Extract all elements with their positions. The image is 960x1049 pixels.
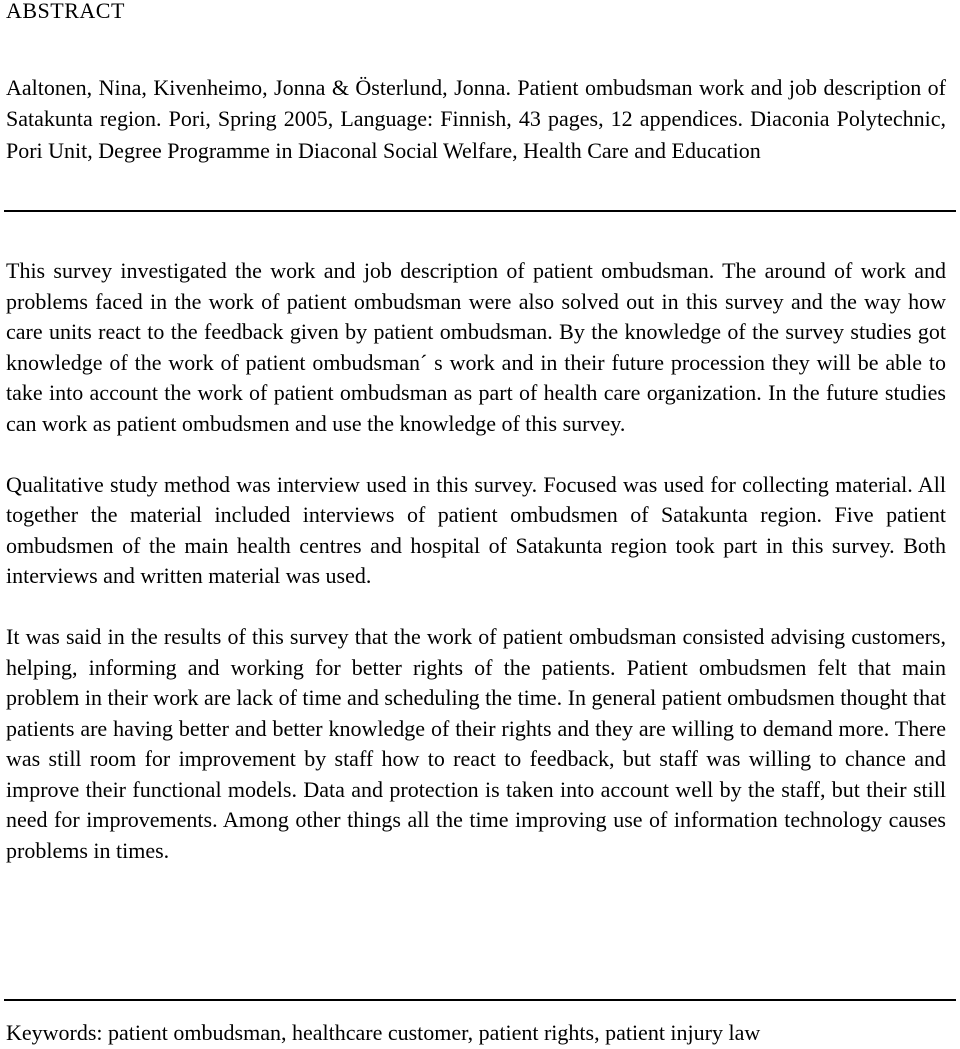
abstract-paragraph-3: It was said in the results of this survey that the work of patient ombudsman consisted advising customers, helping, informing and working for better rights of the patients. Patient ombudsmen felt that main problem in their work are lack of time and scheduling the time. In general patient ombudsmen thought that patients are having better and better knowledge of their rights and they are willing to demand more. There was still room for improvement by staff how to react to feedback, but staff was willing to chance and improve their functional models. Data and protection is taken into account well by the staff, but their still need for improvements. Among other things all the time improving use of information technology causes problems in times. — [6, 624, 946, 863]
bibliographic-citation: Aaltonen, Nina, Kivenheimo, Jonna & Österlund, Jonna. Patient ombudsman work and job description of Satakunta region. Pori, Spring 2005, Language: Finnish, 43 pages, 12 appendices. Diaconia Polytechnic, Pori Unit, Degree Programme in Diaconal Social Welfare, Health Care and Education — [6, 75, 946, 163]
keywords-line: Keywords: patient ombudsman, healthcare customer, patient rights, patient injury law — [6, 1020, 761, 1045]
abstract-heading: ABSTRACT — [6, 0, 125, 23]
abstract-body — [6, 256, 946, 897]
top-divider — [4, 210, 956, 212]
abstract-paragraph-1: This survey investigated the work and job description of patient ombudsman. The around of work and problems faced in the work of patient ombudsman were also solved out in this survey and the way how care units react to the feedback given by patient ombudsman. By the knowledge of the survey studies got knowledge of the work of patient ombudsman´ s work and in their future procession they will be able to take into account the work of patient ombudsman as part of health care organization. In the future studies can work as patient ombudsmen and use the knowledge of this survey. — [6, 258, 946, 436]
abstract-paragraph-2: Qualitative study method was interview used in this survey. Focused was used for collecting material. All together the material included interviews of patient ombudsmen of Satakunta region. Five patient ombudsmen of the main health centres and hospital of Satakunta region took part in this survey. Both interviews and written material was used. — [6, 471, 946, 588]
bottom-divider — [4, 999, 956, 1001]
